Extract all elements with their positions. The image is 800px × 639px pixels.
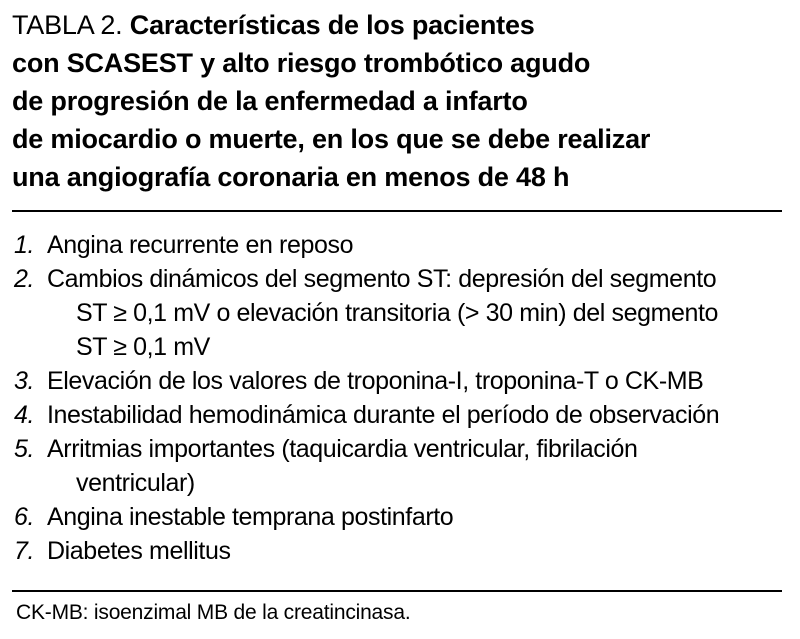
criteria-list bbox=[14, 228, 784, 568]
table-label: TABLA 2. bbox=[12, 10, 123, 40]
item-number: 7. bbox=[14, 537, 35, 565]
list-item-1 bbox=[14, 228, 784, 262]
title-line-5: una angiografía coronaria en menos de 48 h bbox=[12, 162, 570, 192]
top-divider bbox=[12, 210, 782, 212]
item-text: Angina recurrente en reposo bbox=[47, 231, 354, 259]
item-line: Cambios dinámicos del segmento ST: depresión del segmento bbox=[47, 265, 717, 293]
item-number: 5. bbox=[14, 435, 35, 463]
list-item-5 bbox=[14, 432, 784, 500]
item-text: Diabetes mellitus bbox=[47, 537, 231, 565]
item-number: 2. bbox=[14, 265, 35, 293]
item-text: Elevación de los valores de troponina-I, troponina-T o CK-MB bbox=[47, 367, 704, 395]
title-line-1 bbox=[12, 6, 782, 44]
title-line-2: con SCASEST y alto riesgo trombótico agudo bbox=[12, 48, 591, 78]
table-title bbox=[12, 6, 782, 196]
item-text bbox=[47, 432, 784, 500]
title-text: Características de los pacientes bbox=[129, 10, 535, 40]
list-item-7 bbox=[14, 534, 784, 568]
list-item-2 bbox=[14, 262, 784, 364]
item-line-continued: ST ≥ 0,1 mV o elevación transitoria (> 30 min) del segmento bbox=[76, 299, 719, 327]
item-text: Angina inestable temprana postinfarto bbox=[47, 503, 454, 531]
list-item-4 bbox=[14, 398, 784, 432]
item-text: Inestabilidad hemodinámica durante el período de observación bbox=[47, 401, 720, 429]
item-line: Arritmias importantes (taquicardia ventricular, fibrilación bbox=[47, 435, 638, 463]
bottom-divider bbox=[12, 590, 782, 592]
footnote: CK-MB: isoenzimal MB de la creatincinasa. bbox=[16, 601, 411, 624]
item-line-continued: ST ≥ 0,1 mV bbox=[76, 333, 210, 361]
title-line-4: de miocardio o muerte, en los que se debe realizar bbox=[12, 124, 651, 154]
item-number: 1. bbox=[14, 231, 35, 259]
item-number: 4. bbox=[14, 401, 35, 429]
list-item-6 bbox=[14, 500, 784, 534]
item-number: 6. bbox=[14, 503, 35, 531]
item-text bbox=[47, 262, 784, 364]
title-line-3: de progresión de la enfermedad a infarto bbox=[12, 86, 528, 116]
list-item-3 bbox=[14, 364, 784, 398]
item-number: 3. bbox=[14, 367, 35, 395]
item-line-continued: ventricular) bbox=[76, 469, 195, 497]
